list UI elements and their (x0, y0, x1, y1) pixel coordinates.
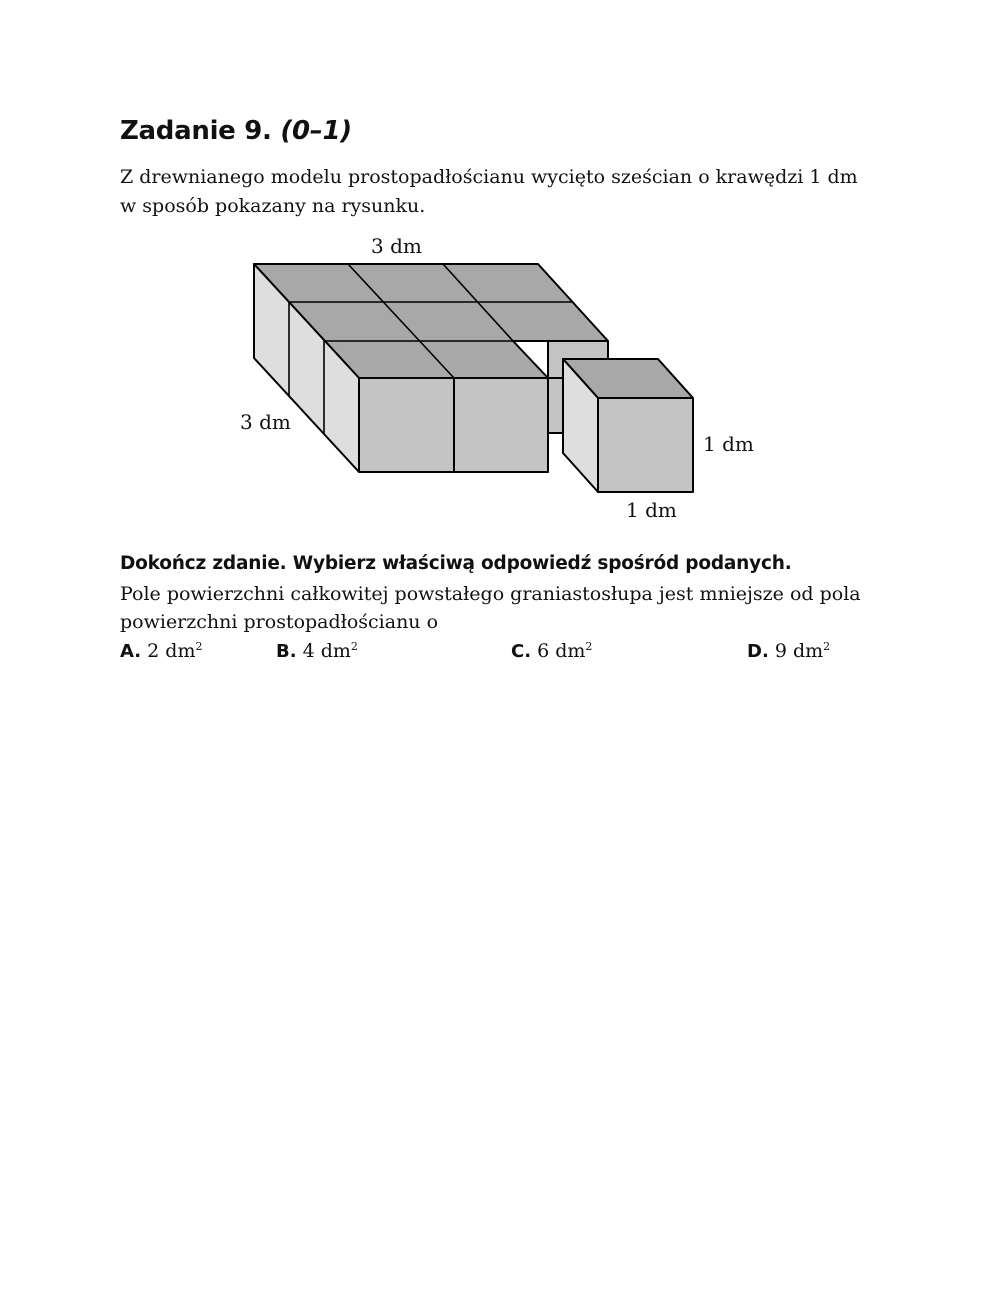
option-value: 4 dm (302, 640, 351, 662)
inner-notch-face (548, 378, 563, 433)
option-exponent: 2 (823, 640, 831, 653)
task-title (120, 116, 352, 146)
option-exponent: 2 (195, 640, 203, 653)
label-cube-width: 1 dm (626, 498, 677, 522)
label-cube-height: 1 dm (703, 432, 754, 456)
option-letter: D. (747, 641, 769, 662)
option-exponent: 2 (585, 640, 593, 653)
intro-line-2: w sposób pokazany na rysunku. (120, 195, 426, 217)
cuboid-figure (230, 230, 770, 530)
question-line-1: Pole powierzchni całkowitej powstałego graniastosłupa jest mniejsze od pola (120, 583, 861, 605)
option-d[interactable] (747, 640, 830, 662)
label-left-3dm: 3 dm (240, 410, 291, 434)
label-top-3dm: 3 dm (371, 234, 422, 258)
option-b[interactable] (276, 640, 358, 662)
option-value: 9 dm (774, 640, 824, 662)
intro-line-1: Z drewnianego modelu prostopadłościanu wycięto sześcian o krawędzi 1 dm (120, 166, 858, 188)
front-cube-1-face (359, 378, 454, 472)
option-letter: A. (120, 641, 142, 662)
option-value: 6 dm (537, 640, 586, 662)
option-letter: B. (276, 641, 297, 662)
option-exponent: 2 (350, 640, 358, 653)
task-label: Zadanie 9. (120, 116, 272, 146)
option-letter: C. (511, 641, 532, 662)
option-value: 2 dm (147, 640, 196, 662)
option-a[interactable] (120, 640, 202, 662)
front-cube-2-face (454, 378, 548, 472)
cut-cube-front-face (598, 398, 693, 492)
instruction: Dokończ zdanie. Wybierz właściwą odpowiedź spośród podanych. (120, 553, 792, 574)
question-line-2: powierzchni prostopadłościanu o (120, 611, 439, 633)
option-c[interactable] (511, 640, 592, 662)
task-points: (0–1) (280, 116, 352, 146)
